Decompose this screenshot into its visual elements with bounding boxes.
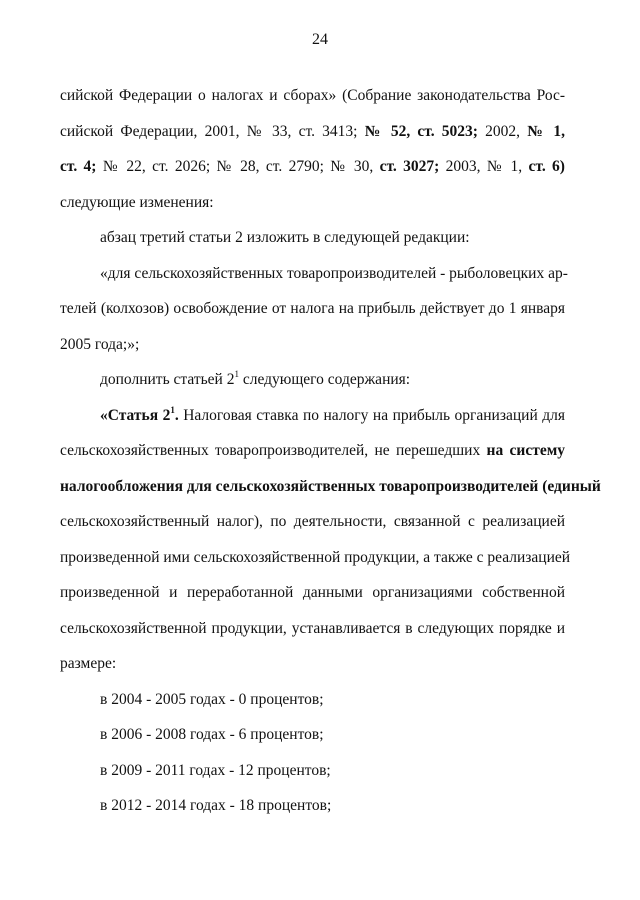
text-segment: № 22, ст. 2026; № 28, ст. 2790; № 30, [96,158,380,175]
text-line [60,193,565,213]
text-segment: размере: [60,655,117,672]
bold-text: ст. 6) [528,158,565,175]
text-line [60,157,565,177]
text-line [60,654,565,674]
bold-text: ст. 3027; [379,158,440,175]
text-line [60,512,565,532]
bold-text: № 52, ст. 5023; [364,123,478,140]
text-segment: следующие изменения: [60,194,214,211]
text-line [60,122,565,142]
text-line [60,264,568,284]
text-segment: сийской Федерации о налогах и сборах» (Собрание законодательства Рос- [60,87,565,104]
text-segment: сельскохозяйственных товаропроизводителей, не перешедших [60,442,487,459]
rate-list-item [60,796,565,816]
text-segment: 2003, № 1, [439,158,529,175]
text-segment: произведенной ими сельскохозяйственной продукции, а также с реализацией [60,549,571,566]
text-line [60,299,565,319]
text-segment: в 2009 - 2011 годах - 12 процентов; [100,762,331,779]
page-number: 24 [312,31,328,48]
text-segment: сийской Федерации, 2001, № 33, ст. 3413; [60,123,365,140]
text-line [60,583,565,603]
text-line [60,619,565,639]
text-segment: сельскохозяйственной продукции, устанавливается в следующих порядке и [60,620,565,637]
text-segment: Налоговая ставка по налогу на прибыль организаций для [178,407,565,424]
text-segment: в 2012 - 2014 годах - 18 процентов; [100,797,332,814]
rate-list-item [60,690,565,710]
text-segment: в 2004 - 2005 годах - 0 процентов; [100,691,324,708]
text-line [60,335,565,355]
text-segment: дополнить статьей 2 [100,371,235,388]
text-segment: абзац третий статьи 2 изложить в следующей редакции: [100,229,470,246]
text-line [60,441,565,461]
text-segment: 2005 года;»; [60,336,140,353]
text-segment: сельскохозяйственный налог), по деятельности, связанной с реализацией [60,513,565,530]
superscript: 1 [170,405,175,415]
text-line [60,548,571,568]
bold-text: ст. 4; [60,158,97,175]
text-segment: телей (колхозов) освобождение от налога на прибыль действует до 1 января [60,300,565,317]
text-line [60,370,565,390]
rate-list-item [60,725,565,745]
bold-text: «Статья 2 [100,407,171,424]
bold-text: . [174,407,179,424]
bold-text: № 1, [527,123,566,140]
text-segment: 2002, [477,123,528,140]
text-segment: следующего содержания: [238,371,411,388]
bold-text: налогообложения для сельскохозяйственных товаропроизводителей (единый [60,478,601,495]
superscript: 1 [234,369,239,379]
text-segment: «для сельскохозяйственных товаропроизводителей - рыболовецких ар- [100,265,568,282]
text-segment: в 2006 - 2008 годах - 6 процентов; [100,726,324,743]
rate-list-item [60,761,565,781]
article-heading-line [60,406,565,426]
text-segment: произведенной и переработанной данными организациями собственной [60,584,565,601]
bold-text: на систему [486,442,566,459]
text-line [60,228,565,248]
text-line [60,477,601,497]
text-line [60,86,565,106]
